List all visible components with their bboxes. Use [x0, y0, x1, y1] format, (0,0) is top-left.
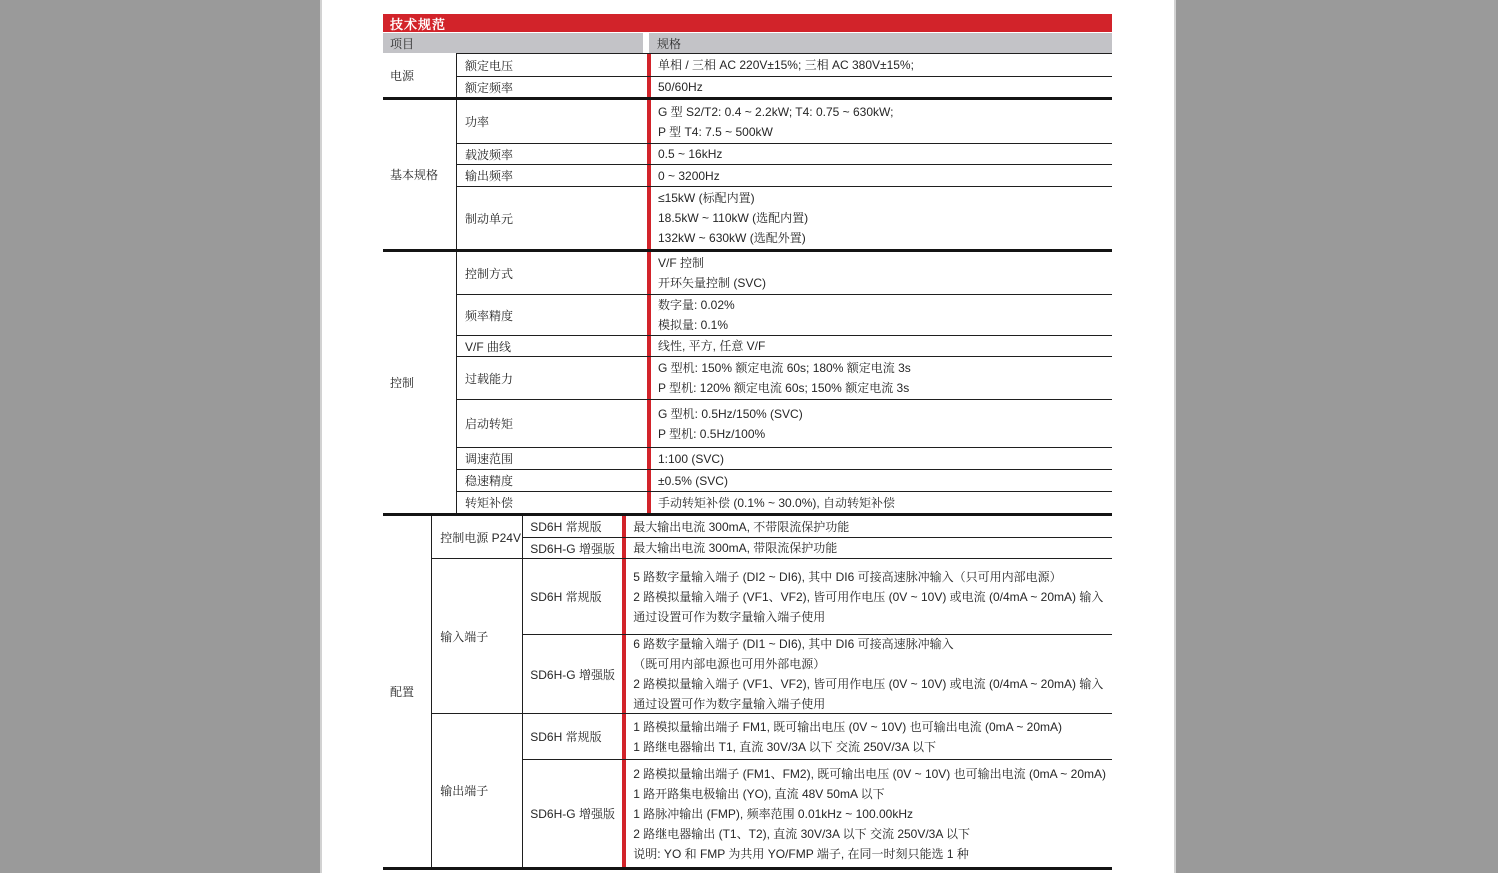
- spec-cell: [647, 252, 1112, 294]
- variant-label: SD6H-G 增强版: [530, 807, 615, 821]
- spec-text: 手动转矩补偿 (0.1% ~ 30.0%), 自动转矩补偿: [658, 495, 896, 510]
- spec-text: 1 路脉冲输出 (FMP), 频率范围 0.01kHz ~ 100.00kHz: [633, 806, 913, 821]
- technical-spec-table: [383, 14, 1112, 870]
- variant-rows: [522, 559, 1112, 713]
- spec-text: P 型 T4: 7.5 ~ 500kW: [658, 124, 773, 139]
- item-label: 输出端子: [440, 784, 489, 798]
- variant-rows: [522, 714, 1112, 867]
- spec-cell: [647, 187, 1112, 249]
- item-label: 功率: [465, 115, 490, 129]
- spec-text: 18.5kW ~ 110kW (选配内置): [658, 211, 809, 225]
- variant-label: SD6H 常规版: [530, 520, 602, 534]
- item-label: 稳速精度: [465, 474, 514, 488]
- spec-cell: [622, 538, 1112, 558]
- variant-row: [523, 559, 1112, 634]
- group-rows: [456, 100, 1112, 249]
- variant-row: [523, 634, 1112, 713]
- table-body: [383, 53, 1112, 870]
- table-row: [457, 335, 1112, 356]
- spec-text: 最大输出电流 300mA, 不带限流保护功能: [633, 519, 850, 534]
- table-row: [457, 252, 1112, 294]
- item-label: 频率精度: [465, 308, 514, 323]
- spec-cell: [647, 165, 1112, 186]
- item-label: 输出频率: [465, 169, 514, 183]
- spec-cell: [647, 295, 1112, 335]
- spec-text: 0 ~ 3200Hz: [658, 168, 720, 183]
- spec-text: （既可用内部电源也可用外部电源）: [633, 657, 826, 671]
- group-rows: [431, 516, 1112, 867]
- spec-text: 1 路继电器输出 T1, 直流 30V/3A 以下 交流 250V/3A 以下: [633, 739, 937, 754]
- spec-text: P 型机: 0.5Hz/100%: [658, 426, 766, 441]
- spec-text: 1:100 (SVC): [658, 451, 725, 466]
- spec-text: G 型机: 0.5Hz/150% (SVC): [658, 406, 803, 421]
- group-label: 控制: [390, 376, 415, 390]
- spec-cell: [647, 400, 1112, 447]
- table-row: [457, 447, 1112, 469]
- spec-cell: [622, 760, 1112, 867]
- spec-cell: [647, 336, 1112, 356]
- spec-text: 开环矢量控制 (SVC): [658, 276, 767, 290]
- table-row: [457, 491, 1112, 513]
- spec-text: ±0.5% (SVC): [658, 473, 728, 488]
- section-title-bar: [383, 14, 1112, 32]
- section-title: 技术规范: [390, 16, 447, 32]
- variant-label: SD6H 常规版: [530, 590, 602, 604]
- spec-text: 1 路开路集电极输出 (YO), 直流 48V 50mA 以下: [633, 786, 885, 801]
- right-gray-panel: [1174, 0, 1498, 873]
- table-row: [457, 294, 1112, 335]
- spec-text: G 型机: 150% 额定电流 60s; 180% 额定电流 3s: [658, 361, 911, 375]
- variant-label: SD6H-G 增强版: [530, 667, 615, 682]
- item-label: 控制电源 P24V: [440, 530, 521, 545]
- variant-label: SD6H 常规版: [530, 730, 602, 744]
- group-label: 配置: [390, 685, 415, 699]
- item-label: 额定频率: [465, 80, 514, 95]
- spec-text: 通过设置可作为数字量输入端子使用: [633, 609, 826, 624]
- spec-text: 6 路数字量输入端子 (DI1 ~ DI6), 其中 DI6 可接高速脉冲输入: [633, 637, 954, 651]
- variant-row: [523, 516, 1112, 537]
- spec-text: 50/60Hz: [658, 80, 703, 94]
- item-block: [432, 558, 1112, 713]
- spec-text: 说明: YO 和 FMP 为共用 YO/FMP 端子, 在同一时刻只能选 1 种: [633, 846, 969, 861]
- spec-text: 最大输出电流 300mA, 带限流保护功能: [633, 541, 838, 555]
- spec-text: 数字量: 0.02%: [658, 298, 735, 312]
- table-row: [457, 399, 1112, 447]
- spec-cell: [622, 635, 1112, 713]
- spec-text: 通过设置可作为数字量输入端子使用: [633, 697, 826, 711]
- table-group: [383, 249, 1112, 513]
- table-row: [457, 54, 1112, 76]
- item-block: [432, 713, 1112, 867]
- spec-text: 单相 / 三相 AC 220V±15%; 三相 AC 380V±15%;: [658, 58, 914, 72]
- spec-text: 2 路模拟量输入端子 (VF1、VF2), 皆可用作电压 (0V ~ 10V) 或电流 (0/4mA ~ 20mA) 输入: [633, 589, 1104, 604]
- left-gray-panel: [0, 0, 322, 873]
- item-label: 额定电压: [465, 58, 514, 73]
- spec-text: 0.5 ~ 16kHz: [658, 147, 723, 161]
- spec-text: 模拟量: 0.1%: [658, 318, 729, 332]
- item-label: V/F 曲线: [465, 339, 512, 354]
- variant-label: SD6H-G 增强版: [530, 541, 615, 556]
- spec-cell: [622, 714, 1112, 759]
- table-group: [383, 513, 1112, 867]
- spec-text: 2 路继电器输出 (T1、T2), 直流 30V/3A 以下 交流 250V/3A 以下: [633, 826, 971, 841]
- table-row: [457, 143, 1112, 164]
- table-row: [457, 164, 1112, 186]
- variant-row: [523, 714, 1112, 759]
- spec-text: 2 路模拟量输出端子 (FM1、FM2), 既可输出电压 (0V ~ 10V) 也可输出电流 (0mA ~ 20mA): [633, 766, 1106, 781]
- table-row: [457, 76, 1112, 97]
- spec-cell: [647, 100, 1112, 143]
- spec-text: 132kW ~ 630kW (选配外置): [658, 231, 806, 245]
- spec-cell: [647, 357, 1112, 399]
- spec-cell: [622, 559, 1112, 634]
- group-rows: [456, 252, 1112, 513]
- table-row: [457, 469, 1112, 491]
- group-label: 电源: [390, 68, 415, 83]
- table-group: [383, 97, 1112, 249]
- spec-cell: [647, 77, 1112, 97]
- spec-text: G 型 S2/T2: 0.4 ~ 2.2kW; T4: 0.75 ~ 630kW;: [658, 104, 894, 119]
- item-label: 控制方式: [465, 266, 514, 281]
- item-label: 转矩补偿: [465, 496, 514, 510]
- spec-text: 2 路模拟量输入端子 (VF1、VF2), 皆可用作电压 (0V ~ 10V) 或电流 (0/4mA ~ 20mA) 输入: [633, 677, 1104, 691]
- variant-row: [523, 537, 1112, 558]
- variant-rows: [522, 516, 1112, 558]
- item-label: 输入端子: [440, 629, 489, 644]
- group-label: 基本规格: [390, 168, 439, 182]
- item-label: 调速范围: [465, 452, 514, 466]
- header-item-cell: 项目: [383, 33, 643, 53]
- spec-text: ≤15kW (标配内置): [658, 191, 755, 205]
- spec-text: 5 路数字量输入端子 (DI2 ~ DI6), 其中 DI6 可接高速脉冲输入（只可用内部电源）: [633, 569, 1062, 584]
- table-row: [457, 100, 1112, 143]
- table-header-row: [383, 33, 1112, 53]
- spec-cell: [647, 448, 1112, 469]
- variant-row: [523, 759, 1112, 867]
- group-rows: [456, 53, 1112, 97]
- item-label: 载波频率: [465, 147, 514, 162]
- spec-cell: [647, 492, 1112, 513]
- spec-cell: [622, 516, 1112, 537]
- item-block: [432, 516, 1112, 558]
- item-label: 制动单元: [465, 211, 514, 226]
- spec-text: 1 路模拟量输出端子 FM1, 既可输出电压 (0V ~ 10V) 也可输出电流 (0mA ~ 20mA): [633, 719, 1063, 734]
- spec-cell: [647, 144, 1112, 164]
- header-spec-cell: 规格: [649, 33, 1112, 53]
- spec-text: P 型机: 120% 额定电流 60s; 150% 额定电流 3s: [658, 381, 910, 395]
- spec-text: 线性, 平方, 任意 V/F: [658, 339, 766, 353]
- item-label: 过载能力: [465, 371, 514, 386]
- spec-text: V/F 控制: [658, 256, 705, 270]
- table-row: [457, 186, 1112, 249]
- spec-cell: [647, 470, 1112, 491]
- item-label: 启动转矩: [465, 417, 514, 431]
- table-group: [383, 53, 1112, 97]
- table-row: [457, 356, 1112, 399]
- spec-cell: [647, 54, 1112, 76]
